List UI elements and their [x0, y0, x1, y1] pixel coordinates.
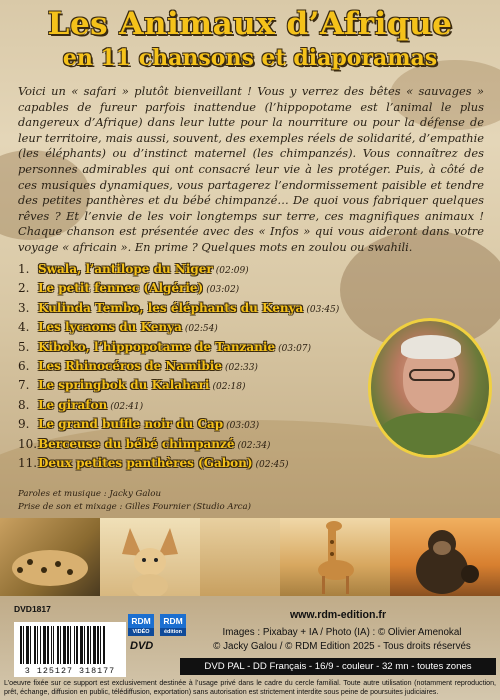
track-number: 2. [18, 281, 30, 296]
track-item [18, 456, 348, 475]
track-number: 10. [18, 436, 38, 451]
rdm-video-logo [128, 614, 154, 636]
photo-strip [0, 518, 500, 596]
rdm-video-logo-text: RDM [131, 616, 151, 626]
intro-paragraph: Voici un « safari » plutôt bienveillant ! Vous y verrez des bêtes « sauvages » capables de fureur parfois inattendue (l’hippopotame est l’animal le plus dangereux d’Afrique) dans leur lutte pour la nourriture ou pour la défense de leur territoire, mais aussi, souvent, des exemples réels de solidarité, d’empathie (les éléphants) ou d’instinct maternel (les chimpanzés). Vous connaîtrez des personnes admirables qui ont consacré leur vie à les protéger. Puis, à côté de ces musiques dynamiques, vous partagerez l’endormissement paisible et tendre des petites panthères et du bébé chimpanzé… De quoi vous fabriquer quelques rêves ? Et l’envie de les voir longtemps sur terre, ces magnifiques animaux ! Chaque chanson est présentée avec des « Infos » qui vous aideront dans votre voyage « africain ». En prime ? Quelques mots en zoulou ou swahili. [18, 84, 484, 254]
track-duration: (02:09) [215, 266, 249, 276]
website: www.rdm-edition.fr [289, 609, 387, 621]
barcode-number: 3 125127 318177 [24, 666, 116, 676]
track-item [18, 301, 348, 320]
portrait-glasses [409, 369, 455, 381]
track-item [18, 262, 348, 281]
track-duration: (03:07) [278, 343, 312, 354]
track-title: Kiboko, l’hippopotame de Tanzanie [38, 339, 276, 354]
lyrics-credit: Paroles et musique : Jacky Galou [18, 489, 161, 499]
track-item [18, 281, 348, 300]
cover-title: Les Animaux d’Afrique [47, 6, 453, 42]
tech-specs: DVD PAL - DD Français - 16/9 - couleur - 32 mn - toutes zones [180, 658, 496, 675]
leopard-cub-photo [0, 518, 100, 596]
portrait-hair [401, 335, 461, 359]
track-item [18, 378, 348, 397]
track-list [18, 262, 348, 475]
rdm-edition-logo-sub: édition [160, 628, 186, 636]
track-title: Le grand buffle noir du Cap [38, 417, 224, 432]
track-item [18, 359, 348, 378]
desert-photo [200, 518, 280, 596]
track-item [18, 437, 348, 456]
dvd-logo: DVD [130, 640, 154, 652]
track-duration: (02:34) [237, 440, 271, 451]
track-title: Les lycaons du Kenya [38, 320, 182, 335]
credits [18, 488, 251, 514]
track-title: Le girafon [38, 397, 108, 412]
track-title: Kulinda Tembo, les éléphants du Kenya [38, 300, 304, 315]
track-title: Berceuse du bébé chimpanzé [38, 436, 235, 451]
chimpanzee-photo [390, 518, 500, 596]
track-duration: (03:03) [226, 421, 260, 432]
track-duration: (03:02) [206, 285, 240, 296]
giraffe-photo [280, 518, 390, 596]
track-title: Swala, l’antilope du Niger [38, 262, 213, 276]
copyright: © Jacky Galou / © RDM Edition 2025 - Tous droits réservés [213, 641, 471, 652]
fennec-photo [100, 518, 200, 596]
track-number: 11. [18, 455, 38, 470]
track-duration: (02:33) [224, 362, 258, 373]
track-duration: (03:45) [306, 304, 340, 315]
track-number: 7. [18, 378, 30, 393]
track-item [18, 320, 348, 339]
track-title: Le springbok du Kalahari [38, 378, 210, 393]
track-item [18, 340, 348, 359]
portrait-shirt [377, 413, 489, 458]
track-number: 5. [18, 339, 30, 354]
giraffe-image [280, 518, 390, 596]
rdm-video-logo-sub: VIDÉO [128, 628, 154, 636]
legal-notice: L’oeuvre fixée sur ce support est exclusivement destinée à l’usage privé dans le cadre du cercle familial. Toute autre utilisation (notamment reproduction, prêt, échange, diffusion en public, télédiffusion, exportation) sans autorisation est strictement interdite sous peine de poursuites judiciaires. [4, 679, 496, 696]
track-number: 4. [18, 320, 30, 335]
recording-credit: Prise de son et mixage : Gilles Fournier (Studio Arca) [18, 502, 251, 512]
fennec-image [100, 518, 200, 596]
barcode [14, 622, 126, 677]
rdm-edition-logo [160, 614, 186, 636]
track-title: Le petit fennec (Algérie) [38, 281, 204, 296]
track-number: 8. [18, 397, 30, 412]
rdm-edition-logo-text: RDM [163, 616, 183, 626]
images-credit: Images : Pixabay + IA / Photo (IA) : © Olivier Amenokal [222, 627, 462, 638]
barcode-bars [20, 626, 120, 664]
track-number: 3. [18, 300, 30, 315]
track-item [18, 417, 348, 436]
track-number: 9. [18, 417, 30, 432]
author-portrait [368, 318, 492, 458]
track-duration: (02:41) [110, 401, 144, 412]
track-item [18, 398, 348, 417]
track-duration: (02:18) [212, 382, 246, 393]
track-title: Deux petites panthères (Gabon) [38, 455, 253, 470]
cover-subtitle: en 11 chansons et diaporamas [62, 45, 438, 71]
track-duration: (02:54) [184, 324, 218, 335]
track-duration: (02:45) [255, 459, 289, 470]
catalog-number: DVD1817 [14, 604, 51, 614]
track-number: 6. [18, 358, 30, 373]
leopard-cub-image [0, 518, 100, 596]
chimpanzee-image [390, 518, 500, 596]
track-number: 1. [18, 262, 30, 276]
track-title: Les Rhinocéros de Namibie [38, 358, 222, 373]
